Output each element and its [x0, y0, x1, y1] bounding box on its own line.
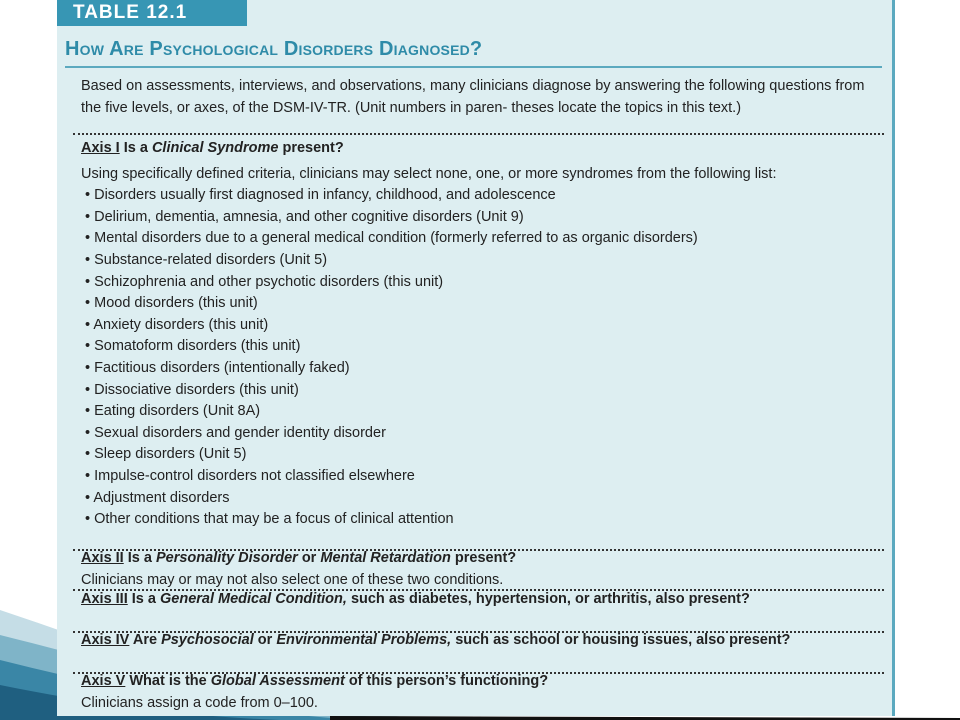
axis5-section — [81, 671, 886, 714]
axis2-number: Axis II — [81, 550, 124, 566]
axis3-q-pre: Is a — [127, 591, 160, 607]
syndrome-list-item: • Impulse-control disorders not classified elsewhere — [81, 466, 886, 488]
syndrome-list — [81, 185, 886, 531]
syndrome-list-item: • Schizophrenia and other psychotic disorders (this unit) — [81, 272, 886, 294]
axis3-question — [81, 589, 886, 611]
table-panel — [57, 0, 895, 716]
axis2-q-post: present? — [450, 550, 517, 566]
axis4-number: Axis IV — [81, 632, 130, 648]
axis4-question — [81, 630, 886, 652]
axis4-q-em2: Environmental Problems, — [276, 632, 452, 648]
axis4-q-em1: Psychosocial — [161, 632, 254, 648]
axis1-q-pre: Is a — [119, 140, 152, 156]
syndrome-list-item: • Mood disorders (this unit) — [81, 293, 886, 315]
axis4-q-mid: or — [253, 632, 277, 648]
axis2-q-em2: Mental Retardation — [320, 550, 451, 566]
axis5-number: Axis V — [81, 673, 126, 689]
axis2-question — [81, 548, 886, 570]
syndrome-list-item: • Eating disorders (Unit 8A) — [81, 401, 886, 423]
axis5-question — [81, 671, 886, 693]
axis5-description: Clinicians assign a code from 0–100. — [81, 694, 318, 711]
syndrome-list-item: • Anxiety disorders (this unit) — [81, 315, 886, 337]
axis5-q-post: of this person’s functioning? — [344, 673, 549, 689]
axis2-q-em1: Personality Disorder — [155, 550, 298, 566]
axis2-description: Clinicians may or may not also select one of these two conditions. — [81, 571, 504, 588]
table-title: How Are Psychological Disorders Diagnosed? — [65, 38, 483, 60]
divider — [73, 133, 884, 135]
intro-text: Based on assessments, interviews, and observations, many clinicians diagnose by answering the following questions from the five levels, or axes, of the DSM-IV-TR. (Unit numbers in paren- theses locate the topics in this text.) — [81, 78, 865, 116]
syndrome-list-item: • Sleep disorders (Unit 5) — [81, 444, 886, 466]
axis2-section — [81, 548, 886, 591]
axis2-q-pre: Is a — [123, 550, 156, 566]
axis5-q-em: Global Assessment — [210, 673, 345, 689]
axis1-question — [81, 138, 886, 160]
title-rule — [65, 66, 882, 68]
syndrome-list-item: • Delirium, dementia, amnesia, and other cognitive disorders (Unit 9) — [81, 207, 886, 229]
axis4-q-pre: Are — [129, 632, 162, 648]
axis2-q-mid: or — [297, 550, 321, 566]
syndrome-list-item: • Substance-related disorders (Unit 5) — [81, 250, 886, 272]
axis1-q-em: Clinical Syndrome — [151, 140, 279, 156]
syndrome-list-item: • Dissociative disorders (this unit) — [81, 380, 886, 402]
table-label: TABLE 12.1 — [57, 0, 247, 26]
axis1-section — [81, 138, 886, 531]
axis1-description: Using specifically defined criteria, clinicians may select none, one, or more syndromes from the following list: — [81, 165, 777, 182]
syndrome-list-item: • Sexual disorders and gender identity disorder — [81, 423, 886, 445]
syndrome-list-item: • Somatoform disorders (this unit) — [81, 336, 886, 358]
axis4-q-post: such as school or housing issues, also present? — [451, 632, 791, 648]
syndrome-list-item: • Factitious disorders (intentionally faked) — [81, 358, 886, 380]
axis3-q-post: such as diabetes, hypertension, or arthritis, also present? — [346, 591, 750, 607]
syndrome-list-item: • Adjustment disorders — [81, 488, 886, 510]
syndrome-list-item: • Disorders usually first diagnosed in infancy, childhood, and adolescence — [81, 185, 886, 207]
axis1-q-post: present? — [278, 140, 344, 156]
axis5-q-pre: What is the — [125, 673, 211, 689]
axis3-number: Axis III — [81, 591, 128, 607]
axis1-number: Axis I — [81, 140, 120, 156]
syndrome-list-item: • Other conditions that may be a focus of clinical attention — [81, 509, 886, 531]
axis3-q-em: General Medical Condition, — [160, 591, 347, 607]
syndrome-list-item: • Mental disorders due to a general medical condition (formerly referred to as organic disorders) — [81, 228, 886, 250]
